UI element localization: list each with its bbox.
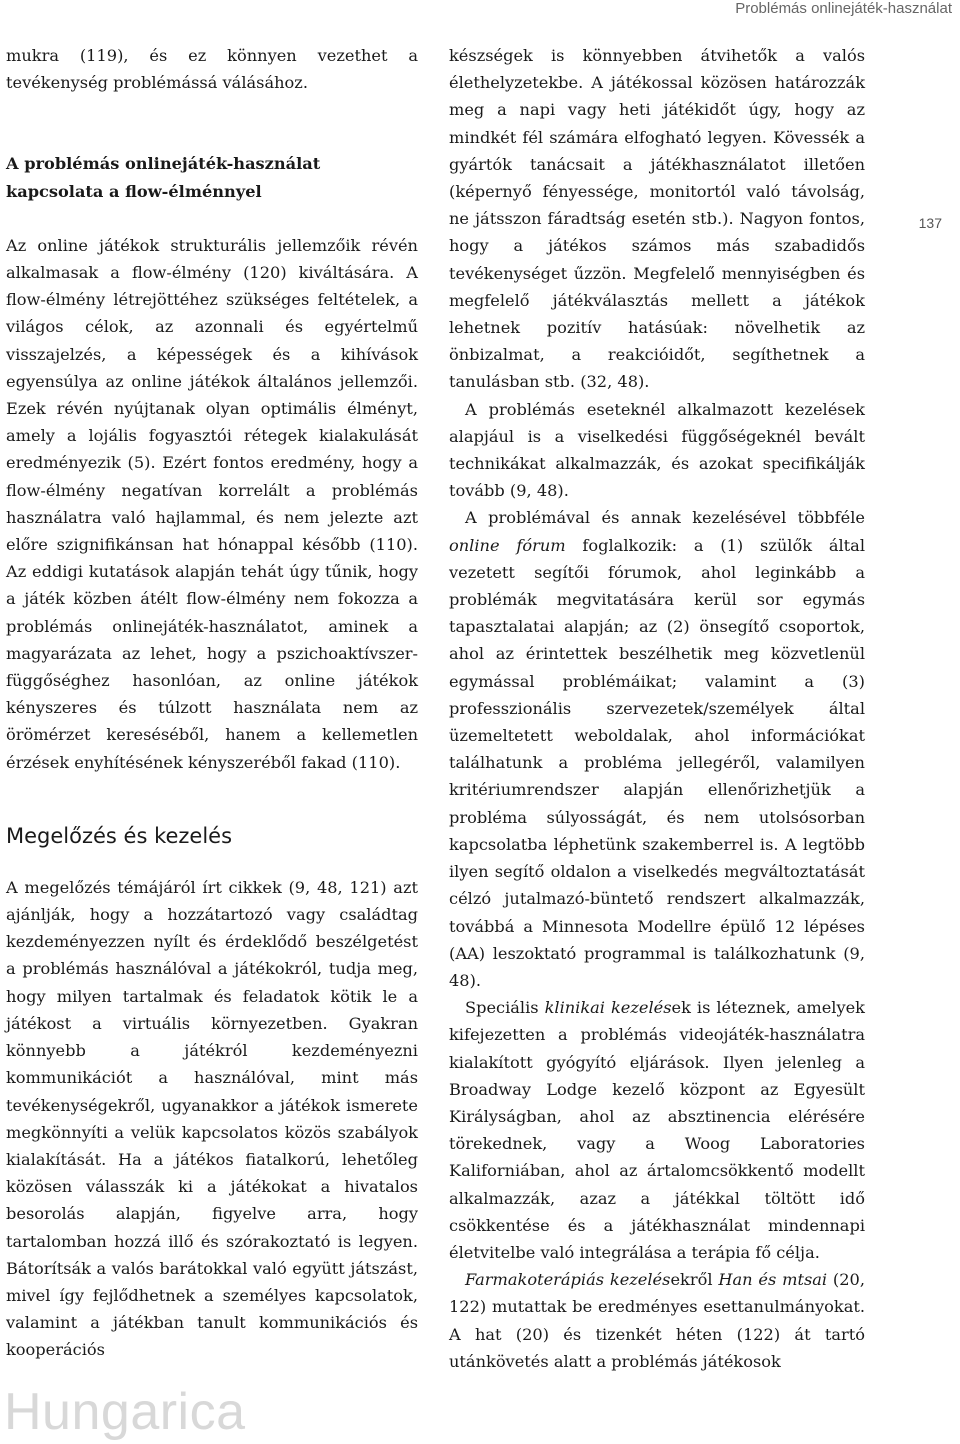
paragraph-continued: készségek is könnyebben átvihetők a valós élethelyzetekbe. A játékossal közösen határozzák meg a napi vagy heti játékidőt úgy, hogy az mindkét fél számára elfogható legyen. Kövessék a gyártók tanácsait a játékhasználatot illetően (képernyő fényessége, monitortól való távolság, ne játsszon fáradtság esetén stb.). Nagyon fontos, hogy a játékos számos más szabadidős tevékenységet űzzön. Megfelelő mennyiségben és megfelelő játékválasztás mellett a játékok lehetnek pozitív hatásúak: növelhetik az önbizalmat, a reakcióidőt, segíthetnek a tanulásban stb. (32, 48). xyxy=(449,46,865,392)
paragraph-pharmacotherapy xyxy=(449,1266,865,1375)
text-run: foglalkozik: a (1) szülők által vezetett segítői fórumok, ahol leginkább a problémák megvitatására kerül sor egymás tapasztalatai alapján; az (2) önsegítő csoportok, ahol az érintettek beszélhetik meg közvetlenül egymással problémáikat; valamint a (3) professzionális szervezetek/személyek által üzemeltetett weboldalak, ahol információkat találhatunk a probléma jellegéről, valamilyen kritériumrendszer alapján ellenőrizhetjük a probléma súlyosságát, és nem utolsósorban kapcsolatba léphetünk szakemberrel is. A legtöbb ilyen segítő oldalon a viselkedés megváltoztatását célzó jutalmazó-büntető rendszert alkalmazzák, továbbá a Minnesota Modellre épülő 12 lépéses (AA) leszoktató programmal is találkozhatunk (9, 48). xyxy=(449,535,865,990)
text-run: ekről xyxy=(670,1270,719,1290)
subheading-line: kapcsolata a flow-élménnyel xyxy=(6,181,262,201)
italic-term: online fórum xyxy=(449,535,566,555)
text-run: (20, 122) mutattak be eredményes esettanulmányokat. A hat (20) és tizenkét héten (122) át tartó utánkövetés alatt a problémás játékosok xyxy=(449,1270,865,1371)
footer-brand: Hungarica xyxy=(4,1383,246,1441)
right-column xyxy=(449,42,865,1375)
italic-term: Han és mtsai xyxy=(718,1270,828,1290)
left-column xyxy=(6,42,418,1364)
paragraph-treatment: A problémás eseteknél alkalmazott kezelések alapjául is a viselkedési függőségeknél bevált technikákat alkalmazzák, és azokat specifikálják tovább (9, 48). xyxy=(449,399,865,501)
italic-term: Farmakoterápiás kezelés xyxy=(465,1270,671,1290)
running-title: Problémás onlinejáték-használat xyxy=(735,0,952,17)
text-run: A problémával és annak kezelésével többféle xyxy=(465,508,865,528)
italic-term: klinikai kezelés xyxy=(544,998,672,1018)
page-number: 137 xyxy=(918,215,942,231)
subheading-line: A problémás onlinejáték-használat xyxy=(6,154,321,174)
paragraph-flow: Az online játékok strukturális jellemzőik révén alkalmasak a flow-élmény (120) kiváltására. A flow-élmény létrejöttéhez szükséges feltételek, a világos célok, az azonnali és egyértelmű visszajelzés, a képességek és a kihívások egyensúlya az online játékok általános jellemzői. Ezek révén nyújtanak olyan optimális élményt, amely a lojális fogyasztói rétegek kialakulását eredményezik (5). Ezért fontos eredmény, hogy a flow-élmény negatívan korrelált a problémás használatra való hajlammal, és nem jelezte azt előre szignifikánsan hat hónappal később (110). Az eddigi kutatások alapján tehát úgy tűnik, hogy a játék közben átélt flow-élmény nem fokozza a problémás onlinejáték-használatot, aminek a magyarázata az lehet, hogy a pszichoaktívszer-függőséghez hasonlóan, az online játékok kényszeres és túlzott használata nem az örömérzet kereséséből, hanem a kellemetlen érzések enyhítésének kényszeréből fakad (110). xyxy=(6,235,418,772)
section-heading-prevention: Megelőzés és kezelés xyxy=(6,823,233,848)
subheading-flow xyxy=(6,150,418,204)
paragraph-prevention: A megelőzés témájáról írt cikkek (9, 48, 121) azt ajánlják, hogy a hozzátartozó vagy családtag kezdeményezzen nyílt és érdeklődő beszélgetést a problémás használóval a játékokról, tudja meg, hogy milyen tartalmak és feladatok kötik le a játékost a virtuális környezetben. Gyakran könnyebb a játékról kezdeményezni kommunikációt a használóval, mint más tevékenységekről, ugyanakkor a játékok ismerete megkönnyíti a velük kapcsolatos közös szabályok kialakítását. Ha a játékos fiatalkorú, lehetőleg közösen válasszák ki a játékokat a hivatalos besorolás alapján, figyelve arra, hogy tartalomban hozzá illő és szórakoztató is legyen. Bátorítsák a valós barátokkal való együtt játszást, mivel így fejlődhetnek a személyes kapcsolatok, valamint a játékban tanult kommunikációs és kooperációs xyxy=(6,877,418,1360)
paragraph-online-forum xyxy=(449,504,865,994)
paragraph-continued: mukra (119), és ez könnyen vezethet a tevékenység problémássá válásához. xyxy=(6,46,418,93)
text-run: ek is léteznek, amelyek kifejezetten a problémás videojáték-használatra kialakított gyógyító eljárások. Ilyen jelenleg a Broadway Lodge kezelő központ az Egyesült Királyságban, ahol az absztinencia elérésére törekednek, vagy a Woog Laboratories Kaliforniában, ahol az ártalomcsökkentő modellt alkalmazzák, azaz a játékkal töltött idő csökkentése és a játékhasználat mindennapi életvitelbe való integrálása a terápia fő célja. xyxy=(449,998,865,1262)
text-run: Speciális xyxy=(465,998,545,1018)
paragraph-clinical xyxy=(449,994,865,1266)
